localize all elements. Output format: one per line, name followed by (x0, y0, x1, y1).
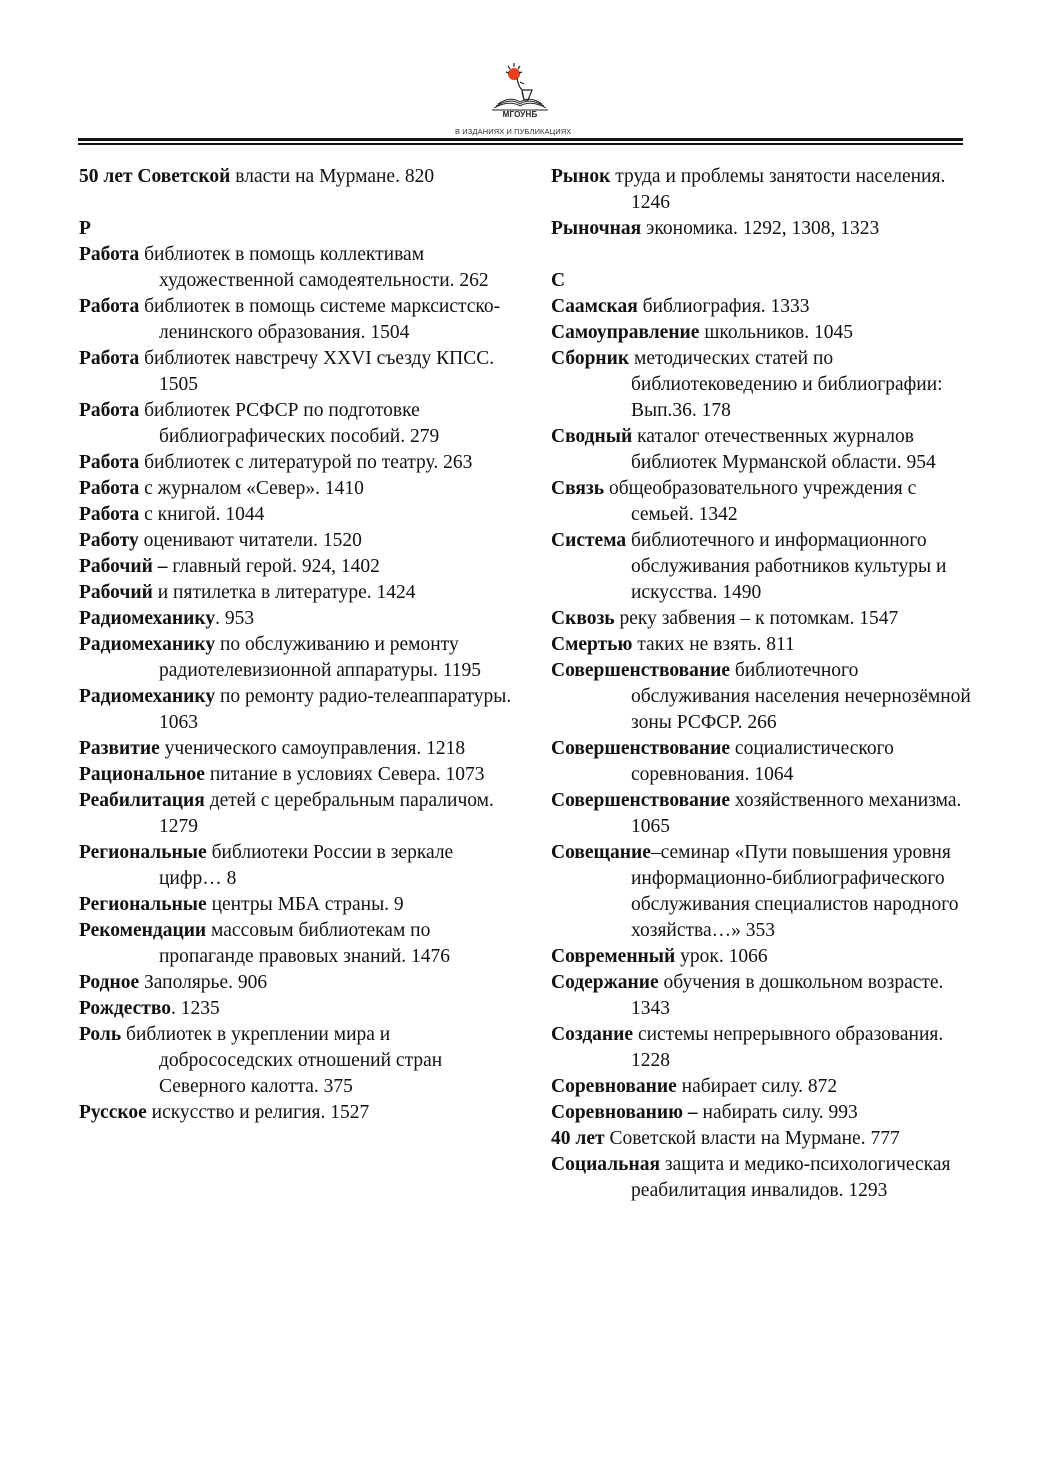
index-entry-term: Рациональное (79, 764, 205, 785)
index-entry-term: Радиомеханику (79, 686, 216, 707)
index-entry-text: обучения в дошкольном возрасте. 1343 (631, 972, 944, 1019)
index-letter-heading: С (551, 270, 566, 291)
index-entry (79, 788, 519, 840)
index-entry (79, 164, 519, 190)
index-entry (79, 580, 519, 606)
index-entry-text: . 953 (215, 608, 255, 629)
index-entry-term: Связь (551, 478, 605, 499)
index-entry (551, 1100, 971, 1126)
header-rule-thin (78, 143, 963, 145)
index-entry-text: системы непрерывного образования. 1228 (631, 1024, 944, 1071)
index-entry-text: труда и проблемы занятости населения. 1246 (610, 166, 946, 213)
index-entry-term: Смертью (551, 634, 633, 655)
index-entry (551, 840, 971, 944)
index-entry-term: Реабилитация (79, 790, 205, 811)
index-entry-text: библиотечного и информационного обслуживания работников культуры и искусства. 1490 (626, 530, 947, 603)
index-entry (551, 658, 971, 736)
index-entry-term: Работа (79, 296, 140, 317)
index-entry-term: Содержание (551, 972, 659, 993)
index-entry-term: Социальная (551, 1154, 661, 1175)
index-entry-text: ученического самоуправления. 1218 (159, 738, 466, 759)
index-entry-text: –семинар «Пути повышения уровня информационно-библиографического обслуживания специалистов народного хозяйства…» 353 (631, 842, 959, 941)
index-entry (79, 632, 519, 684)
index-entry-text: . 1235 (170, 998, 220, 1019)
index-entry-text: каталог отечественных журналов библиотек Мурманской области. 954 (631, 426, 936, 473)
index-entry (551, 606, 971, 632)
index-entry (551, 424, 971, 476)
index-entry-text: с книгой. 1044 (139, 504, 265, 525)
index-entry (551, 736, 971, 788)
index-entry-term: Соревнованию – (551, 1102, 698, 1123)
index-column-left (79, 164, 519, 1126)
index-entry (551, 970, 971, 1022)
page-header (0, 0, 1040, 150)
index-entry (79, 684, 519, 736)
index-entry (79, 970, 519, 996)
index-entry-term: Работа (79, 348, 140, 369)
index-entry-text: библиотек РСФСР по подготовке библиографических пособий. 279 (139, 400, 440, 447)
index-entry-text: оценивают читатели. 1520 (138, 530, 362, 551)
index-entry-text: библиотеки России в зеркале цифр… 8 (159, 842, 454, 889)
index-entry-term: Работа (79, 478, 140, 499)
index-entry-term: Современный (551, 946, 676, 967)
index-entry-text: урок. 1066 (675, 946, 768, 967)
index-entry-text: библиотек в помощь коллективам художественной самодеятельности. 262 (139, 244, 489, 291)
index-entry (551, 1074, 971, 1100)
index-entry-term: Рыночная (551, 218, 642, 239)
index-entry-term: Сводный (551, 426, 633, 447)
index-entry-text: библиотек в укреплении мира и добрососедских отношений стран Северного калотта. 375 (121, 1024, 443, 1097)
index-entry (551, 944, 971, 970)
index-entry (79, 528, 519, 554)
index-entry (551, 528, 971, 606)
index-entry (551, 216, 971, 242)
index-entry-text: таких не взять. 811 (632, 634, 795, 655)
index-entry-term: Саамская (551, 296, 638, 317)
index-entry-text: методических статей по библиотековедению и библиографии: Вып.36. 178 (629, 348, 943, 421)
index-entry-term: Самоуправление (551, 322, 700, 343)
index-entry-term: Региональные (79, 894, 207, 915)
index-entry-text: библиотек навстречу XXVI съезду КПСС. 1505 (139, 348, 495, 395)
index-entry (79, 1100, 519, 1126)
index-entry-text: Заполярье. 906 (139, 972, 268, 993)
index-entry (79, 398, 519, 450)
index-entry-term: Радиомеханику (79, 608, 216, 629)
index-entry (79, 1022, 519, 1100)
index-entry-term: Рабочий (79, 582, 153, 603)
index-entry-term: Работа (79, 504, 140, 525)
index-entry-term: Роль (79, 1024, 122, 1045)
index-entry-text: защита и медико-психологическая реабилитация инвалидов. 1293 (631, 1154, 951, 1201)
index-entry (551, 164, 971, 216)
index-entry (79, 554, 519, 580)
index-entry-term: Развитие (79, 738, 160, 759)
index-entry-term: Рынок (551, 166, 611, 187)
index-entry-text: питание в условиях Севера. 1073 (204, 764, 485, 785)
index-entry-term: Рабочий – (79, 556, 168, 577)
index-entry-text: реку забвения – к потомкам. 1547 (614, 608, 899, 629)
index-entry-text: набирает силу. 872 (676, 1076, 838, 1097)
index-entry-text: библиография. 1333 (637, 296, 810, 317)
index-entry-text: по ремонту радио-телеаппаратуры. 1063 (159, 686, 512, 733)
index-entry-term: Создание (551, 1024, 634, 1045)
index-entry-term: Совершенствование (551, 738, 731, 759)
index-entry (79, 840, 519, 892)
index-entry-term: Совершенствование (551, 790, 731, 811)
index-entry-term: Сквозь (551, 608, 615, 629)
index-letter-heading: Р (79, 218, 91, 239)
index-entry (79, 736, 519, 762)
index-entry-text: библиотек в помощь системе марксистско-ленинского образования. 1504 (139, 296, 501, 343)
index-entry-term: Работа (79, 452, 140, 473)
library-logo-icon (484, 60, 556, 112)
index-entry-term: Работу (79, 530, 139, 551)
index-entry (79, 242, 519, 294)
index-entry-text: школьников. 1045 (699, 322, 854, 343)
index-entry-term: 40 лет (551, 1128, 605, 1149)
index-entry-term: Региональные (79, 842, 207, 863)
index-entry (551, 1022, 971, 1074)
index-entry (551, 1126, 971, 1152)
header-rule-thick (78, 138, 963, 141)
index-entry (79, 476, 519, 502)
index-entry (551, 632, 971, 658)
index-entry (79, 606, 519, 632)
index-entry-term: Сборник (551, 348, 630, 369)
index-entry-text: хозяйственного механизма. 1065 (631, 790, 962, 837)
index-entry (79, 294, 519, 346)
index-entry-text: социалистического соревнования. 1064 (631, 738, 894, 785)
index-entry-text: библиотек с литературой по театру. 263 (139, 452, 473, 473)
index-entry (79, 918, 519, 970)
index-entry-text: центры МБА страны. 9 (206, 894, 404, 915)
index-entry-term: Русское (79, 1102, 147, 1123)
index-entry-text: набирать силу. 993 (697, 1102, 858, 1123)
index-entry-term: 50 лет Советской (79, 166, 231, 187)
index-entry-term: Работа (79, 400, 140, 421)
index-entry-text: главный герой. 924, 1402 (167, 556, 380, 577)
index-entry-term: Система (551, 530, 627, 551)
index-entry-term: Совещание (551, 842, 651, 863)
index-entry-term: Совершенствование (551, 660, 731, 681)
index-entry-term: Радиомеханику (79, 634, 216, 655)
index-entry (79, 502, 519, 528)
index-entry-text: библиотечного обслуживания населения нечернозёмной зоны РСФСР. 266 (631, 660, 971, 733)
index-entry-text: власти на Мурмане. 820 (230, 166, 435, 187)
index-entry-term: Рождество (79, 998, 171, 1019)
logo-text: МГОУНБ (502, 110, 538, 119)
index-entry-text: детей с церебральным параличом. 1279 (159, 790, 494, 837)
index-entry (551, 788, 971, 840)
index-entry (551, 320, 971, 346)
index-entry (79, 346, 519, 398)
index-entry-text: экономика. 1292, 1308, 1323 (641, 218, 880, 239)
index-entry (551, 476, 971, 528)
index-entry-term: Рекомендации (79, 920, 207, 941)
index-entry-text: с журналом «Север». 1410 (139, 478, 364, 499)
index-entry (551, 346, 971, 424)
index-entry-text: искусство и религия. 1527 (146, 1102, 370, 1123)
index-entry (79, 450, 519, 476)
index-entry-text: по обслуживанию и ремонту радиотелевизионной аппаратуры. 1195 (159, 634, 481, 681)
index-entry-text: и пятилетка в литературе. 1424 (152, 582, 416, 603)
index-entry (551, 294, 971, 320)
index-entry-term: Соревнование (551, 1076, 677, 1097)
index-entry (79, 762, 519, 788)
index-entry-text: Советской власти на Мурмане. 777 (604, 1128, 900, 1149)
index-entry (79, 996, 519, 1022)
header-tagline: В ИЗДАНИЯХ И ПУБЛИКАЦИЯХ (455, 127, 572, 136)
index-entry-term: Родное (79, 972, 140, 993)
index-entry-text: общеобразовательного учреждения с семьей. 1342 (604, 478, 917, 525)
index-entry (79, 892, 519, 918)
index-column-right (551, 164, 971, 1204)
index-entry (551, 1152, 971, 1204)
index-entry-text: массовым библиотекам по пропаганде правовых знаний. 1476 (159, 920, 451, 967)
index-entry-term: Работа (79, 244, 140, 265)
